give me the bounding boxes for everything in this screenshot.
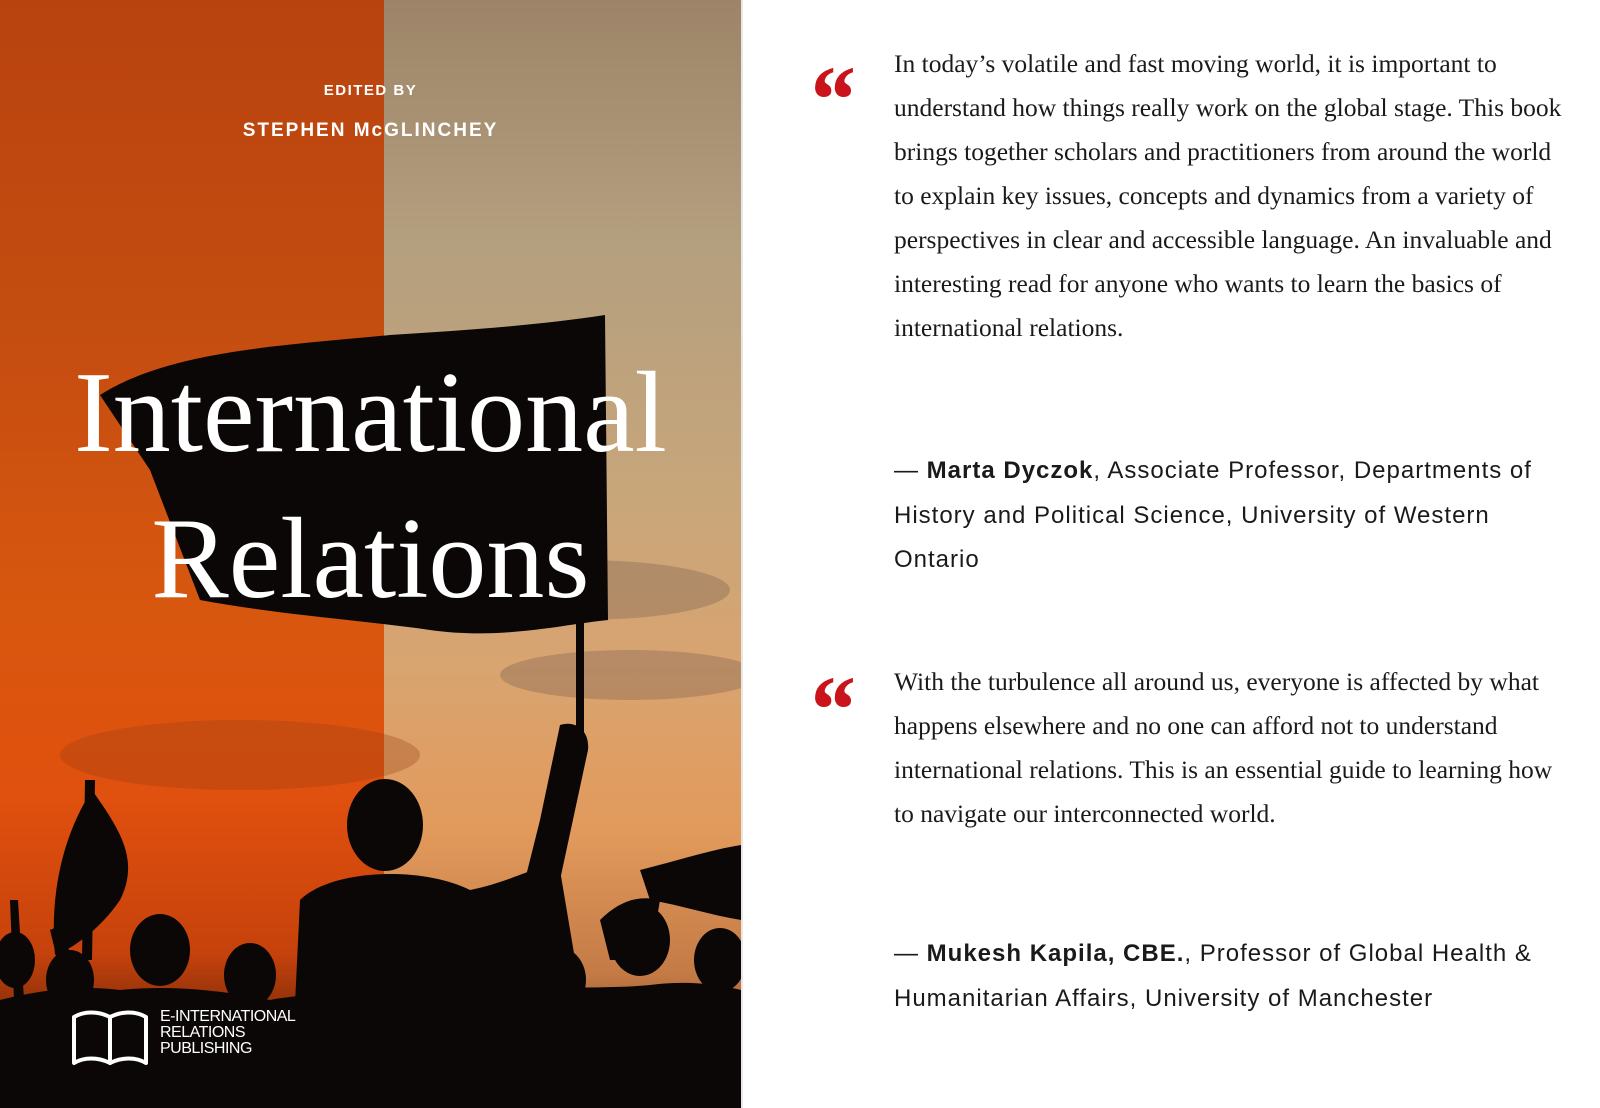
endorser-name: Mukesh Kapila, CBE. (926, 940, 1185, 967)
publisher-line-2: RELATIONS (160, 1024, 245, 1041)
quote-mark-icon: “ (806, 656, 854, 763)
endorsements-panel (741, 0, 1600, 1108)
title-line-1: International (74, 349, 667, 477)
book-title (0, 340, 741, 632)
quote-mark-icon: “ (806, 46, 854, 153)
open-book-icon (70, 1003, 150, 1069)
endorsement-attribution-2 (894, 932, 1534, 1021)
edited-by-label: EDITED BY (323, 82, 418, 99)
endorsement-quote-1: In today’s volatile and fast moving world, it is important to understand how things really work on the global stage. This book brings together scholars and practitioners from around the world to explain key issues, concepts and dynamics from a variety of perspectives in clear and accessible language. An invaluable and interesting read for anyone who wants to learn the basics of international relations. (894, 49, 1562, 342)
publisher-name (160, 1009, 360, 1057)
endorser-affiliation: , Professor of Global Health & Humanitarian Affairs, University of Manchester (894, 940, 1532, 1012)
book-cover (0, 0, 741, 1108)
title-line-2: Relations (151, 495, 590, 623)
attribution-dash: — (894, 457, 927, 484)
endorser-affiliation: , Associate Professor, Departments of History and Political Science, University of Western Ontario (894, 457, 1532, 573)
editor-name: STEPHEN McGLINCHEY (242, 120, 499, 141)
publisher-line-3: PUBLISHING (160, 1040, 252, 1057)
attribution-dash: — (894, 940, 927, 967)
endorsement-attribution-1 (894, 449, 1534, 583)
endorser-name: Marta Dyczok (926, 457, 1094, 484)
publisher-line-1: E-INTERNATIONAL (160, 1008, 296, 1025)
endorsement-quote-2: With the turbulence all around us, everyone is affected by what happens elsewhere and no one can afford not to understand international relations. This is an essential guide to learning how to navigate our interconnected world. (894, 667, 1553, 828)
